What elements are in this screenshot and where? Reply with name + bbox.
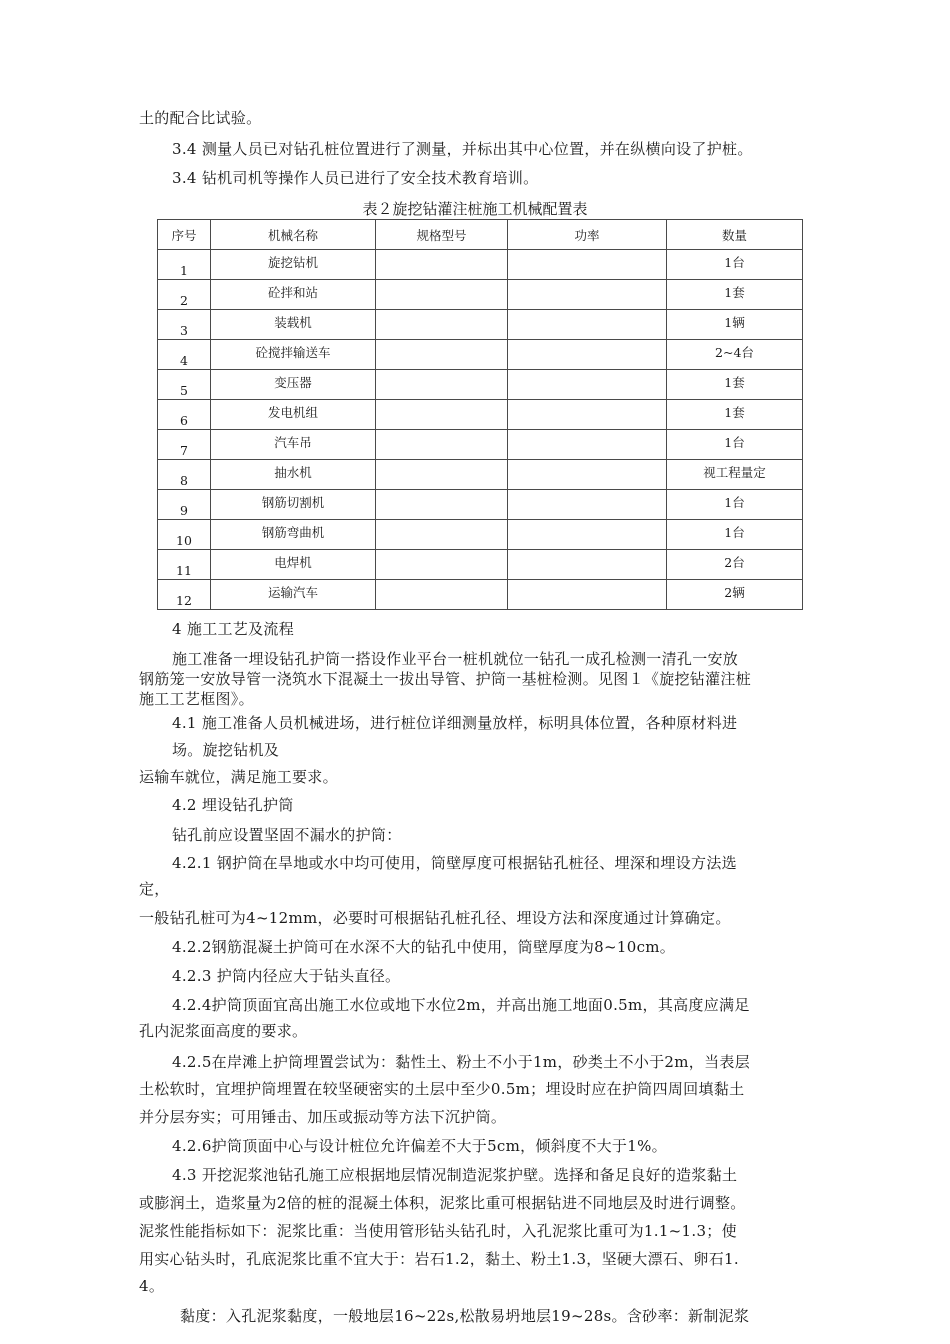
cell-no [158, 250, 211, 280]
machine-name: 发电机组 [267, 404, 318, 420]
body-line: 钻孔前应设置坚固不漏水的护筒： [172, 826, 402, 844]
body-line: 钢筋笼一安放导管一浇筑水下混凝土一拔出导管、护筒一基桩检测。见图１《旋挖钻灌注桩 [139, 670, 752, 688]
cell-machine-name [211, 370, 376, 400]
body-line: 用实心钻头时，孔底泥浆比重不宜大于：岩石1.2，黏土、粉土1.3，坚硬大漂石、卵石1. [139, 1250, 739, 1268]
cell-no [158, 430, 211, 460]
cell-power [508, 280, 667, 310]
cell-power [508, 370, 667, 400]
quantity: 2~4台 [715, 344, 754, 360]
row-number: 6 [180, 413, 188, 428]
machine-name: 钢筋切割机 [261, 494, 325, 510]
cell-quantity [667, 550, 803, 580]
section-4-2-heading: 4.2 埋设钻孔护筒 [172, 796, 294, 814]
cell-no [158, 400, 211, 430]
cell-quantity [667, 460, 803, 490]
cell-power [508, 550, 667, 580]
body-line: 4.2.3 护筒内径应大于钻头直径。 [172, 967, 401, 985]
cell-spec [376, 400, 508, 430]
body-line: 运输车就位，满足施工要求。 [139, 768, 338, 786]
section-4-heading: 4 施工工艺及流程 [172, 620, 295, 638]
header-power: 功率 [508, 220, 667, 250]
quantity: 1辆 [724, 314, 745, 330]
machine-name: 抽水机 [274, 464, 312, 480]
cell-machine-name [211, 250, 376, 280]
row-number: 4 [180, 353, 188, 368]
cell-spec [376, 280, 508, 310]
cell-power [508, 250, 667, 280]
cell-no [158, 460, 211, 490]
cell-no [158, 370, 211, 400]
row-number: 8 [180, 473, 188, 488]
cell-machine-name [211, 580, 376, 610]
table-row [158, 580, 803, 610]
cell-machine-name [211, 310, 376, 340]
body-line: 场。旋挖钻机及 [172, 741, 280, 759]
cell-quantity [667, 310, 803, 340]
table-row [158, 400, 803, 430]
quantity: 2台 [724, 554, 745, 570]
body-line: 4.2.6护筒顶面中心与设计桩位允许偏差不大于5cm，倾斜度不大于1%。 [172, 1137, 667, 1155]
paragraph-training: 3.4 钻机司机等操作人员已进行了安全技术教育培训。 [172, 169, 539, 187]
body-line: 4.2.5在岸滩上护筒埋置尝试为：黏性土、粉土不小于1m，砂类土不小于2m，当表层 [172, 1053, 751, 1071]
row-number: 5 [180, 383, 188, 398]
cell-power [508, 580, 667, 610]
cell-machine-name [211, 520, 376, 550]
machine-name: 汽车吊 [274, 434, 312, 450]
cell-machine-name [211, 340, 376, 370]
row-number: 2 [180, 293, 188, 308]
paragraph-survey: 3.4 测量人员已对钻孔桩位置进行了测量，并标出其中心位置，并在纵横向设了护桩。 [172, 140, 753, 158]
cell-no [158, 490, 211, 520]
cell-power [508, 460, 667, 490]
body-line: 4.3 开挖泥浆池钻孔施工应根据地层情况制造泥浆护壁。选择和备足良好的造浆黏土 [172, 1166, 738, 1184]
body-line: 施工准备一埋设钻孔护筒一搭设作业平台一桩机就位一钻孔一成孔检测一清孔一安放 [172, 650, 739, 668]
table-row [158, 460, 803, 490]
cell-power [508, 430, 667, 460]
body-line: 4.1 施工准备人员机械进场，进行桩位详细测量放样，标明具体位置，各种原材料进 [172, 714, 738, 732]
header-no: 序号 [158, 220, 211, 250]
row-number: 11 [176, 563, 192, 578]
cell-spec [376, 520, 508, 550]
cell-spec [376, 370, 508, 400]
table-row [158, 370, 803, 400]
table-row [158, 280, 803, 310]
cell-spec [376, 310, 508, 340]
table-row [158, 340, 803, 370]
cell-quantity [667, 340, 803, 370]
quantity: 1套 [724, 374, 745, 390]
cell-machine-name [211, 460, 376, 490]
cell-spec [376, 580, 508, 610]
cell-spec [376, 340, 508, 370]
body-line: 施工工艺框图》。 [139, 690, 254, 708]
machine-name: 运输汽车 [267, 584, 318, 600]
cell-machine-name [211, 550, 376, 580]
cell-power [508, 520, 667, 550]
quantity: 1台 [724, 494, 745, 510]
quantity: 1台 [724, 524, 745, 540]
row-number: 3 [180, 323, 188, 338]
cell-spec [376, 430, 508, 460]
row-number: 10 [176, 533, 192, 548]
machine-name: 砼搅拌输送车 [255, 344, 331, 360]
table-row [158, 550, 803, 580]
cell-quantity [667, 370, 803, 400]
quantity: 1套 [724, 404, 745, 420]
cell-power [508, 490, 667, 520]
quantity: 1台 [724, 254, 745, 270]
cell-machine-name [211, 430, 376, 460]
table-caption: 表２旋挖钻灌注桩施工机械配置表 [362, 200, 588, 218]
cell-no [158, 340, 211, 370]
cell-quantity [667, 400, 803, 430]
row-number: 12 [176, 593, 192, 608]
cell-quantity [667, 250, 803, 280]
paragraph-mix-test: 土的配合比试验。 [139, 109, 262, 127]
machine-name: 钢筋弯曲机 [261, 524, 325, 540]
body-line: 孔内泥浆面高度的要求。 [139, 1022, 308, 1040]
quantity: 2辆 [724, 584, 745, 600]
cell-quantity [667, 430, 803, 460]
machine-name: 砼拌和站 [267, 284, 318, 300]
cell-no [158, 520, 211, 550]
body-line: 泥浆性能指标如下：泥浆比重：当使用管形钻头钻孔时，入孔泥浆比重可为1.1~1.3；使 [139, 1222, 737, 1240]
machine-name: 装载机 [274, 314, 312, 330]
body-line: 并分层夯实；可用锤击、加压或振动等方法下沉护筒。 [139, 1108, 507, 1126]
cell-power [508, 310, 667, 340]
row-number: 1 [180, 263, 188, 278]
cell-spec [376, 460, 508, 490]
machine-name: 旋挖钻机 [267, 254, 318, 270]
cell-no [158, 550, 211, 580]
quantity: 视工程量定 [703, 464, 766, 480]
table-row [158, 490, 803, 520]
table-row [158, 430, 803, 460]
table-row [158, 520, 803, 550]
header-spec: 规格型号 [376, 220, 508, 250]
cell-quantity [667, 490, 803, 520]
header-name: 机械名称 [211, 220, 376, 250]
machine-name: 变压器 [274, 374, 312, 390]
table-header-row [158, 220, 803, 250]
row-number: 9 [180, 503, 188, 518]
cell-machine-name [211, 490, 376, 520]
cell-machine-name [211, 280, 376, 310]
body-line: 或膨润土，造浆量为2倍的桩的混凝土体积，泥浆比重可根据钻进不同地层及时进行调整。 [139, 1194, 746, 1212]
machinery-table [157, 219, 803, 610]
cell-quantity [667, 280, 803, 310]
body-line: 定， [139, 880, 170, 898]
cell-power [508, 340, 667, 370]
body-line: 4.2.2钢筋混凝土护筒可在水深不大的钻孔中使用，筒壁厚度为8~10cm。 [172, 938, 676, 956]
quantity: 1套 [724, 284, 745, 300]
cell-spec [376, 550, 508, 580]
cell-quantity [667, 520, 803, 550]
table-row [158, 310, 803, 340]
body-line: 土松软时，宜埋护筒埋置在较坚硬密实的土层中至少0.5m；埋设时应在护筒四周回填黏土 [139, 1080, 745, 1098]
table-row [158, 250, 803, 280]
cell-spec [376, 250, 508, 280]
body-line: 黏度：入孔泥浆黏度，一般地层16~22s,松散易坍地层19~28s。含砂率：新制泥浆 [180, 1307, 750, 1325]
cell-spec [376, 490, 508, 520]
body-line: 4.2.1 钢护筒在旱地或水中均可使用，筒壁厚度可根据钻孔桩径、埋深和埋设方法选 [172, 854, 737, 872]
table-body [158, 250, 803, 610]
cell-quantity [667, 580, 803, 610]
cell-machine-name [211, 400, 376, 430]
body-line: 一般钻孔桩可为4~12mm，必要时可根据钻孔桩孔径、埋设方法和深度通过计算确定。 [139, 909, 731, 927]
cell-no [158, 580, 211, 610]
cell-power [508, 400, 667, 430]
body-line: 4。 [139, 1277, 165, 1295]
body-line: 4.2.4护筒顶面宜高出施工水位或地下水位2m，并高出施工地面0.5m，其高度应满足 [172, 996, 750, 1014]
row-number: 7 [180, 443, 188, 458]
cell-no [158, 280, 211, 310]
cell-no [158, 310, 211, 340]
header-qty: 数量 [667, 220, 803, 250]
quantity: 1台 [724, 434, 745, 450]
machine-name: 电焊机 [274, 554, 312, 570]
